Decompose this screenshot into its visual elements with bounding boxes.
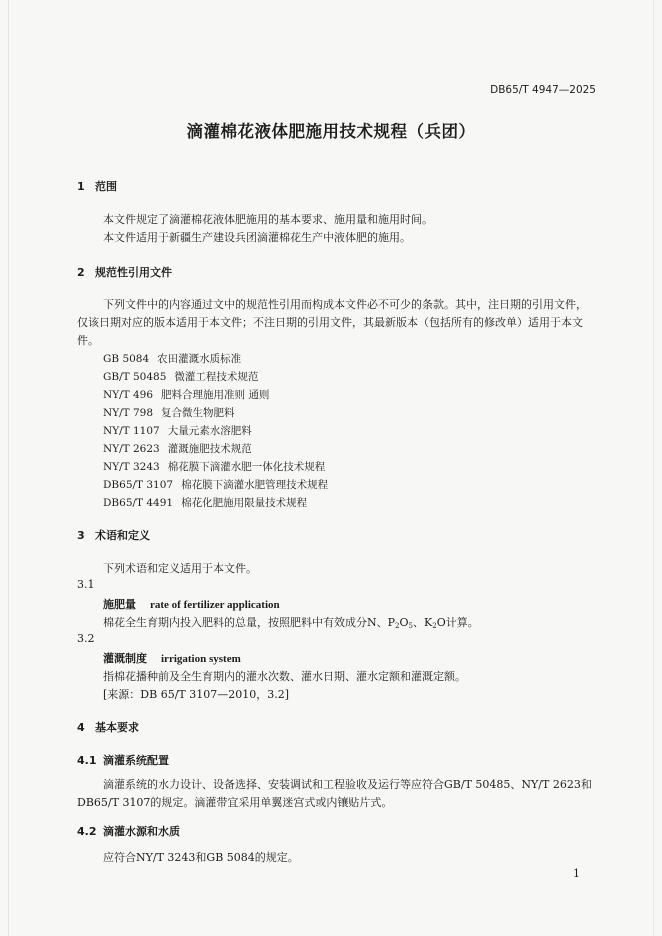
reference-code: DB65/T 4491	[103, 497, 174, 509]
section-2-heading	[77, 264, 172, 280]
subsection-title: 滴灌系统配置	[103, 754, 169, 767]
reference-code: GB/T 50485	[103, 371, 167, 383]
term-chinese: 施肥量	[103, 598, 136, 611]
section-4-heading	[77, 719, 139, 735]
reference-code: NY/T 3243	[103, 461, 160, 473]
section-title: 规范性引用文件	[95, 266, 172, 279]
reference-item	[103, 441, 252, 456]
term-entry	[103, 596, 280, 612]
term-entry	[103, 650, 241, 666]
paragraph: 下列术语和定义适用于本文件。	[103, 562, 257, 575]
subsection-number: 4.1	[77, 754, 97, 767]
section-number: 4	[77, 721, 85, 734]
reference-code: NY/T 496	[103, 389, 154, 401]
reference-name: 农田灌溉水质标准	[157, 353, 242, 365]
reference-code: GB 5084	[103, 353, 150, 365]
section-number: 2	[77, 266, 85, 279]
reference-name: 微灌工程技术规范	[174, 371, 259, 383]
reference-item	[103, 387, 269, 402]
term-definition: 棉花全生育期内投入肥料的总量，按照肥料中有效成分N、$P_2O_5$、$K_2O$计算。	[103, 616, 479, 630]
section-title: 术语和定义	[95, 529, 150, 542]
clause-number: 3.1	[77, 578, 95, 591]
reference-code: NY/T 798	[103, 407, 154, 419]
subsection-title: 滴灌水源和水质	[103, 825, 180, 838]
term-source: [来源：DB 65/T 3107—2010，3.2]	[103, 688, 290, 701]
paragraph: 滴灌系统的水力设计、设备选择、安装调试和工程验收及运行等应符合GB/T 50485、NY/T 2623和DB65/T 3107的规定。滴灌带宜采用单翼迷宫式或内镶贴片式。	[77, 778, 592, 809]
reference-item	[103, 495, 307, 510]
subsection-4-1-heading	[77, 752, 169, 768]
section-3-heading	[77, 527, 150, 543]
paragraph-intro: 下列文件中的内容通过文中的规范性引用而构成本文件必不可少的条款。其中，注日期的引用文件，仅该日期对应的版本适用于本文件；不注日期的引用文件，其最新版本（包括所有的修改单）适用于本文件。	[77, 298, 587, 347]
reference-item	[103, 423, 252, 438]
reference-code: NY/T 2623	[103, 443, 160, 455]
subsection-number: 4.2	[77, 825, 97, 838]
section-title: 范围	[95, 180, 117, 193]
document-number: DB65/T 4947—2025	[490, 84, 596, 96]
reference-name: 棉花膜下滴灌水肥管理技术规程	[181, 479, 329, 491]
section-number: 1	[77, 180, 85, 193]
reference-item	[103, 351, 241, 366]
reference-name: 复合微生物肥料	[161, 407, 235, 419]
reference-item	[103, 459, 325, 474]
subsection-4-2-heading	[77, 823, 180, 839]
paragraph: 本文件规定了滴灌棉花液体肥施用的基本要求、施用量和施用时间。	[103, 213, 433, 226]
reference-name: 棉花化肥施用限量技术规程	[181, 497, 308, 509]
reference-code: NY/T 1107	[103, 425, 160, 437]
reference-name: 大量元素水溶肥料	[167, 425, 252, 437]
reference-name: 灌溉施肥技术规范	[167, 443, 252, 455]
reference-name: 棉花膜下滴灌水肥一体化技术规程	[167, 461, 326, 473]
section-number: 3	[77, 529, 85, 542]
reference-name: 肥料合理施用准则 通则	[161, 389, 270, 401]
reference-item	[103, 405, 235, 420]
reference-item	[103, 477, 328, 492]
document-title: 滴灌棉花液体肥施用技术规程（兵团）	[186, 122, 476, 141]
section-title: 基本要求	[95, 721, 139, 734]
term-chinese: 灌溉制度	[103, 652, 147, 665]
page-number: 1	[573, 867, 580, 880]
term-english: irrigation system	[161, 653, 241, 665]
reference-item	[103, 369, 258, 384]
paragraph: 应符合NY/T 3243和GB 5084的规定。	[103, 851, 299, 864]
section-1-heading	[77, 178, 117, 194]
paragraph: 本文件适用于新疆生产建设兵团滴灌棉花生产中液体肥的施用。	[103, 231, 411, 244]
clause-number: 3.2	[77, 632, 95, 645]
term-english: rate of fertilizer application	[150, 599, 280, 611]
reference-code: DB65/T 3107	[103, 479, 174, 491]
term-definition: 指棉花播种前及全生育期内的灌水次数、灌水日期、灌水定额和灌溉定额。	[103, 670, 466, 683]
